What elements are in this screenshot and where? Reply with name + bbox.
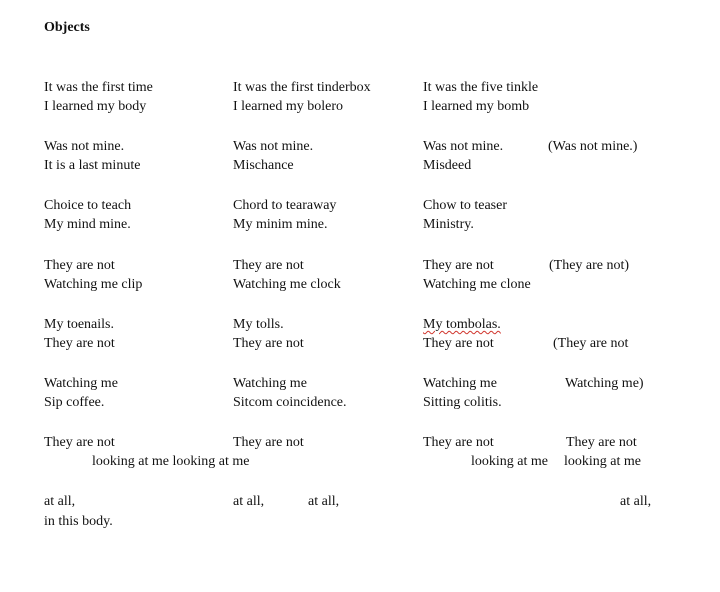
col4-stanza8: at all, [620,494,652,509]
col1-stanza2-line1: Was not mine. [44,139,125,154]
col4-stanza5: (They are not [553,336,629,351]
col1-stanza1-line1: It was the first time [44,80,153,95]
page-title: Objects [44,20,90,35]
col3-stanza7-line1: They are not [423,435,494,450]
col1-stanza4-line1: They are not [44,258,115,273]
col2-stanza2-line1: Was not mine. [233,139,314,154]
col1-stanza7-line1: They are not [44,435,115,450]
col2-stanza3-line2: My minim mine. [233,217,328,232]
col3-stanza5-line1 [423,315,501,334]
col3-stanza4-line2: Watching me clone [423,277,531,292]
col3-stanza1-line1: It was the five tinkle [423,80,539,95]
col1-stanza6-line1: Watching me [44,376,118,391]
col3-stanza2-line2: Misdeed [423,158,472,173]
col4-stanza6: Watching me) [565,376,644,391]
col3-stanza3-line2: Ministry. [423,217,474,232]
col2-stanza5-line1: My tolls. [233,317,284,332]
col1-stanza8-line2: in this body. [44,514,113,529]
col3-stanza4-line1: They are not [423,258,494,273]
col2-stanza1-line1: It was the first tinderbox [233,80,371,95]
spellcheck-word: My tombolas. [423,317,501,332]
col2-stanza8-line1: at all, [233,494,265,509]
col1-stanza8-line1: at all, [44,494,76,509]
col3-stanza1-line2: I learned my bomb [423,99,530,114]
col2-stanza1-line2: I learned my bolero [233,99,344,114]
col4-stanza7: They are not [566,435,637,450]
col1-stanza2-line2: It is a last minute [44,158,141,173]
col2-stanza7-line1: They are not [233,435,304,450]
col4-stanza4: (They are not) [549,258,630,273]
bridge-right-line-a: looking at me [471,454,548,469]
col2-stanza4-line1: They are not [233,258,304,273]
col2-stanza2-line2: Mischance [233,158,294,173]
col1-stanza3-line1: Choice to teach [44,198,132,213]
col2-stanza3-line1: Chord to tearaway [233,198,337,213]
col3-stanza6-line2: Sitting colitis. [423,395,502,410]
bridge-right-line-b: looking at me [564,454,641,469]
col1-stanza6-line2: Sip coffee. [44,395,105,410]
bridge-left-line: looking at me looking at me [92,454,250,469]
col3-stanza5-line2: They are not [423,336,494,351]
col2-stanza6-line1: Watching me [233,376,307,391]
col2-stanza8-line2: at all, [308,494,340,509]
col1-stanza5-line1: My toenails. [44,317,114,332]
col1-stanza1-line2: I learned my body [44,99,147,114]
col4-stanza2: (Was not mine.) [548,139,638,154]
col1-stanza3-line2: My mind mine. [44,217,131,232]
col2-stanza5-line2: They are not [233,336,304,351]
col1-stanza5-line2: They are not [44,336,115,351]
col1-stanza4-line2: Watching me clip [44,277,143,292]
col3-stanza3-line1: Chow to teaser [423,198,507,213]
col2-stanza6-line2: Sitcom coincidence. [233,395,347,410]
col3-stanza6-line1: Watching me [423,376,497,391]
col3-stanza2-line1: Was not mine. [423,139,504,154]
col2-stanza4-line2: Watching me clock [233,277,341,292]
